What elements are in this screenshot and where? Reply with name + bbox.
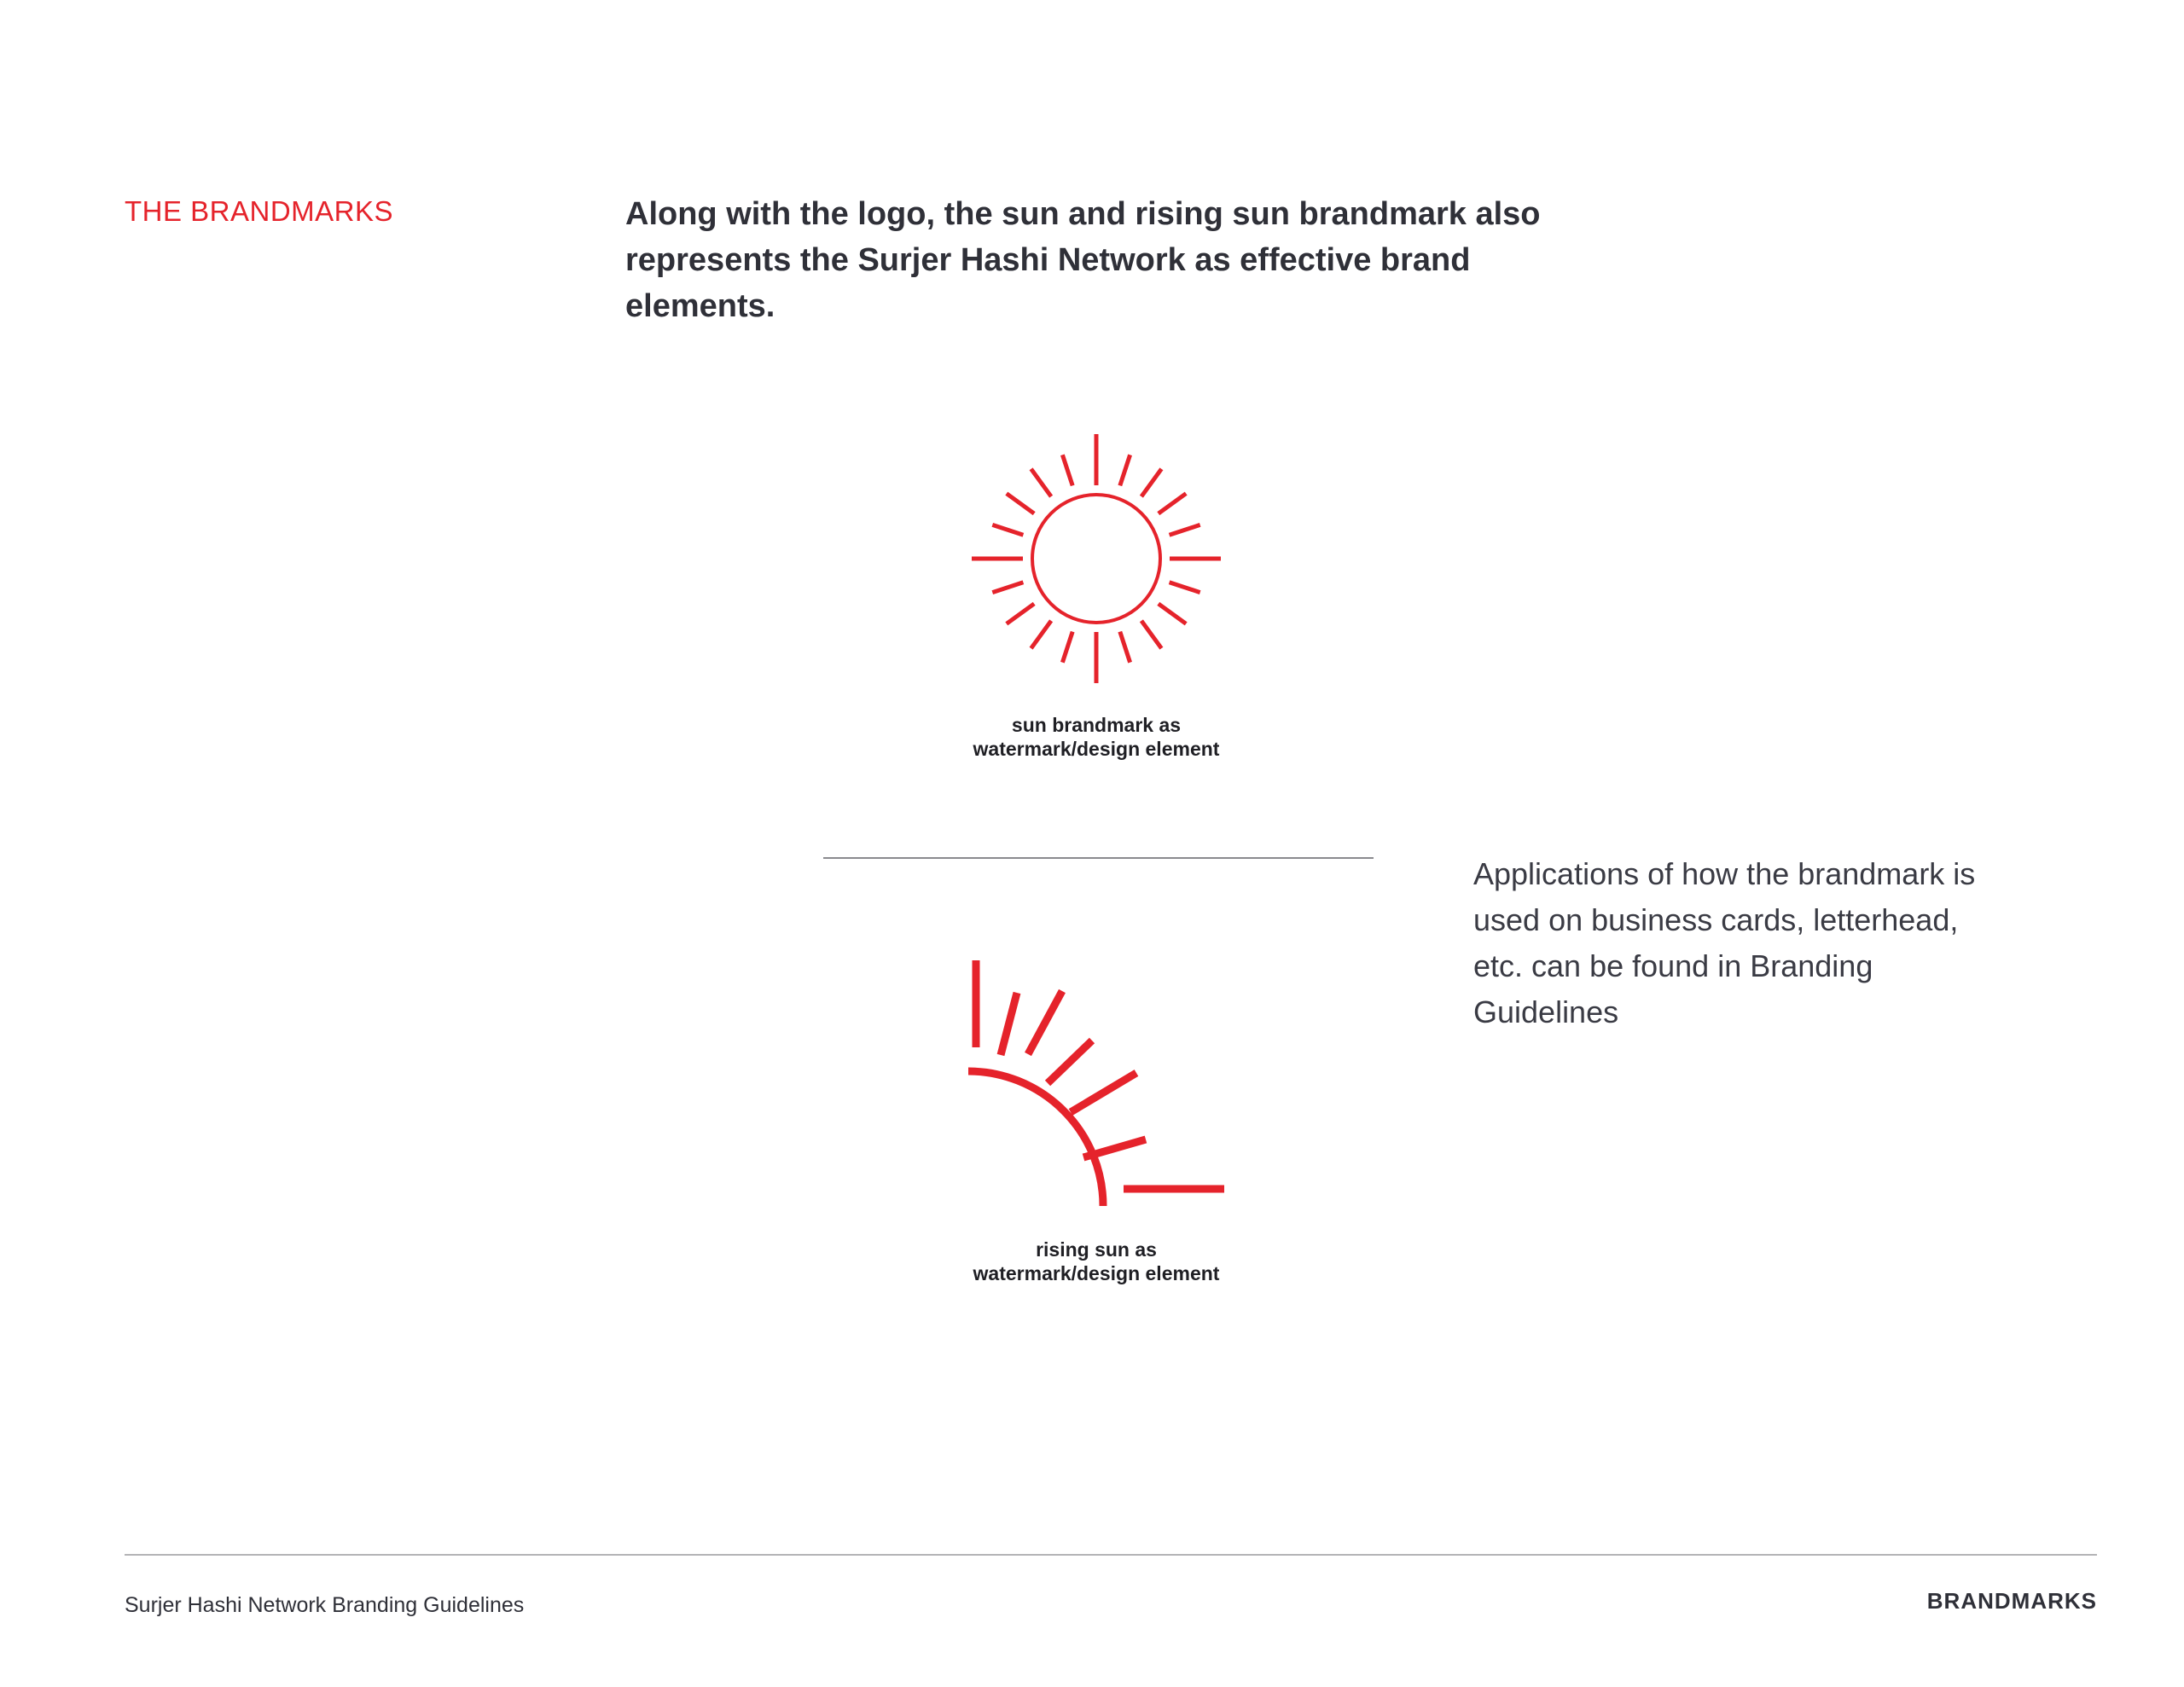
rising-sun-caption	[926, 1238, 1267, 1285]
sun-ray	[1170, 525, 1200, 535]
rising-sun-icon	[964, 957, 1228, 1209]
applications-text: Applications of how the brandmark is used on business cards, letterhead, etc. can be found in Branding Guidelines	[1473, 856, 1976, 1029]
sun-ray	[992, 525, 1023, 535]
rising-sun-caption-line1: rising sun as	[1036, 1238, 1157, 1261]
sun-ray	[1007, 604, 1034, 624]
sun-ray	[992, 583, 1023, 593]
sun-caption-line1: sun brandmark as	[1011, 714, 1182, 736]
section-label: THE BRANDMARKS	[125, 195, 394, 227]
sun-ray	[1120, 632, 1130, 663]
sun-caption	[926, 713, 1267, 761]
section-divider	[823, 857, 1374, 859]
sun-brandmark-icon	[964, 431, 1228, 687]
sun-ray	[1062, 455, 1072, 485]
sun-caption-line2: watermark/design element	[973, 738, 1220, 760]
sun-ray	[1141, 621, 1162, 648]
footer-section-name: BRANDMARKS	[1926, 1588, 2097, 1614]
sun-ray	[1159, 604, 1186, 624]
sun-ray	[1120, 455, 1130, 485]
sun-ray	[1159, 494, 1186, 514]
sun-ray	[1062, 632, 1072, 663]
footer-document-title: Surjer Hashi Network Branding Guidelines	[125, 1593, 525, 1617]
rising-sun-caption-line2: watermark/design element	[973, 1262, 1220, 1284]
sun-ray	[1007, 494, 1034, 514]
intro-text: Along with the logo, the sun and rising sun brandmark also represents the Surjer Hashi Network as effective brand elements.	[625, 196, 1541, 324]
footer-divider	[125, 1554, 2097, 1556]
sun-ray	[1170, 583, 1200, 593]
sun-ray	[1031, 621, 1052, 648]
sun-ray	[1031, 469, 1052, 496]
sun-ray	[1141, 469, 1162, 496]
